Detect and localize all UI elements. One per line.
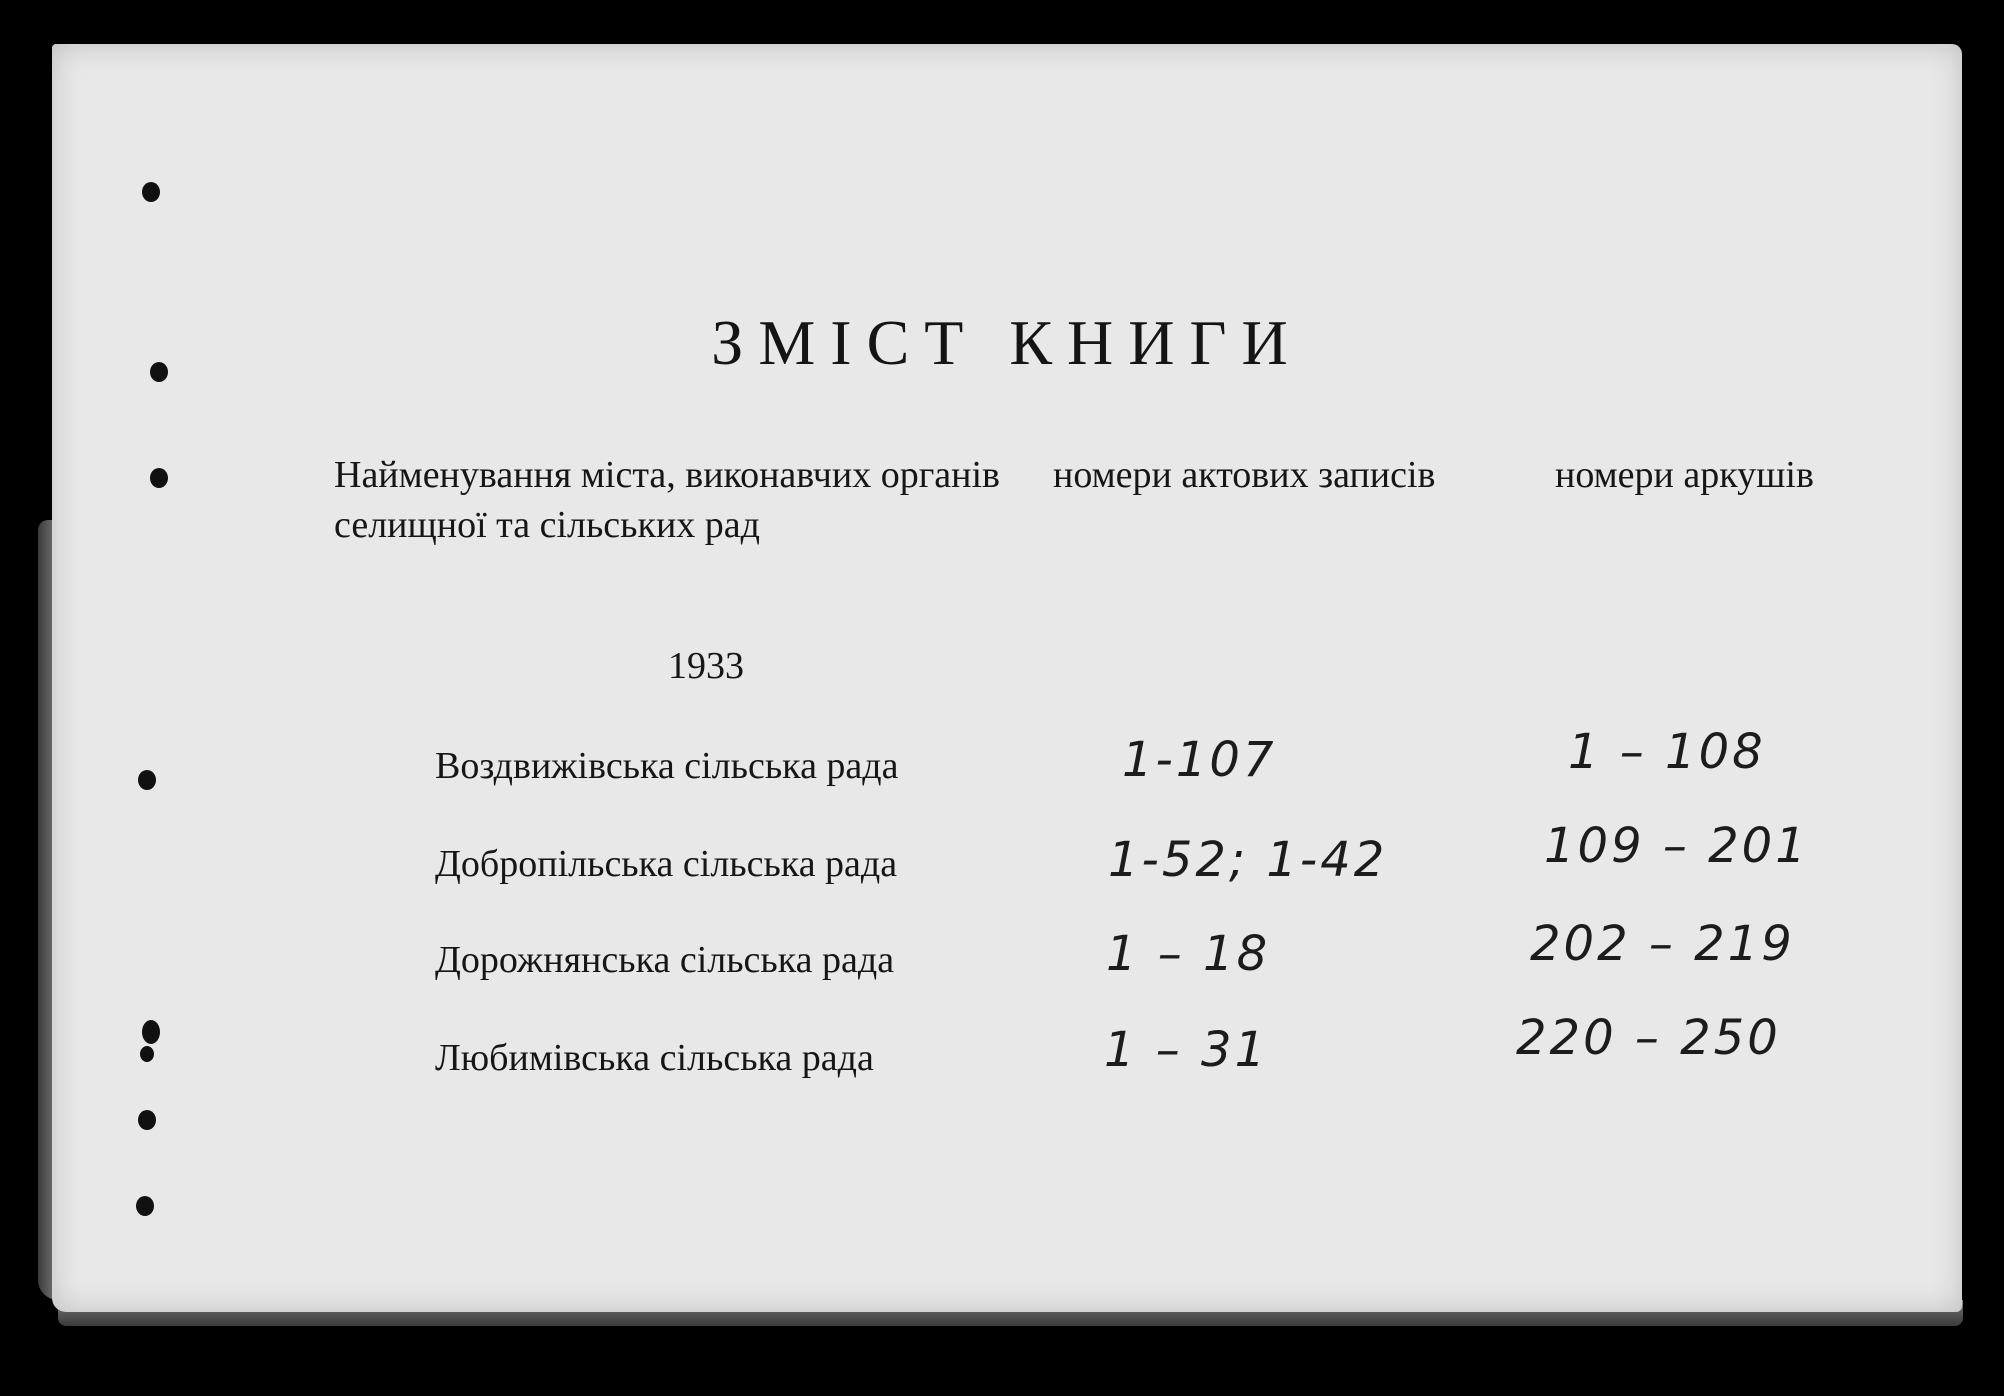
row-acts-handwritten: 1-107 — [1122, 732, 1277, 788]
row-acts-handwritten: 1 – 31 — [1104, 1022, 1269, 1078]
punch-hole — [142, 182, 160, 202]
row-sheets-handwritten: 1 – 108 — [1568, 724, 1766, 780]
punch-hole — [136, 1196, 154, 1216]
row-sheets-handwritten: 220 – 250 — [1516, 1010, 1781, 1066]
year-label: 1933 — [668, 645, 744, 687]
page-title: ЗМІСТ КНИГИ — [711, 307, 1303, 378]
row-acts-handwritten: 1-52; 1-42 — [1108, 832, 1388, 888]
punch-hole — [140, 1046, 154, 1062]
column-header-sheets: номери аркушів — [1555, 454, 1814, 496]
punch-hole — [142, 1020, 160, 1044]
row-sheets-handwritten: 109 – 201 — [1544, 818, 1809, 874]
row-name: Дорожнянська сільська рада — [435, 939, 895, 981]
punch-hole — [150, 468, 168, 488]
row-name: Добропільська сільська рада — [435, 843, 898, 885]
row-sheets-handwritten: 202 – 219 — [1530, 916, 1795, 972]
row-name: Воздвижівська сільська рада — [435, 745, 899, 787]
row-name: Любимівська сільська рада — [435, 1037, 874, 1079]
punch-hole — [138, 770, 156, 790]
row-acts-handwritten: 1 – 18 — [1106, 926, 1271, 982]
column-header-acts: номери актових записів — [1053, 454, 1436, 496]
paper-sheet — [52, 44, 1962, 1312]
column-header-name: Найменування міста, виконавчих органів селищної та сільських рад — [334, 454, 1001, 546]
punch-hole — [138, 1110, 156, 1130]
